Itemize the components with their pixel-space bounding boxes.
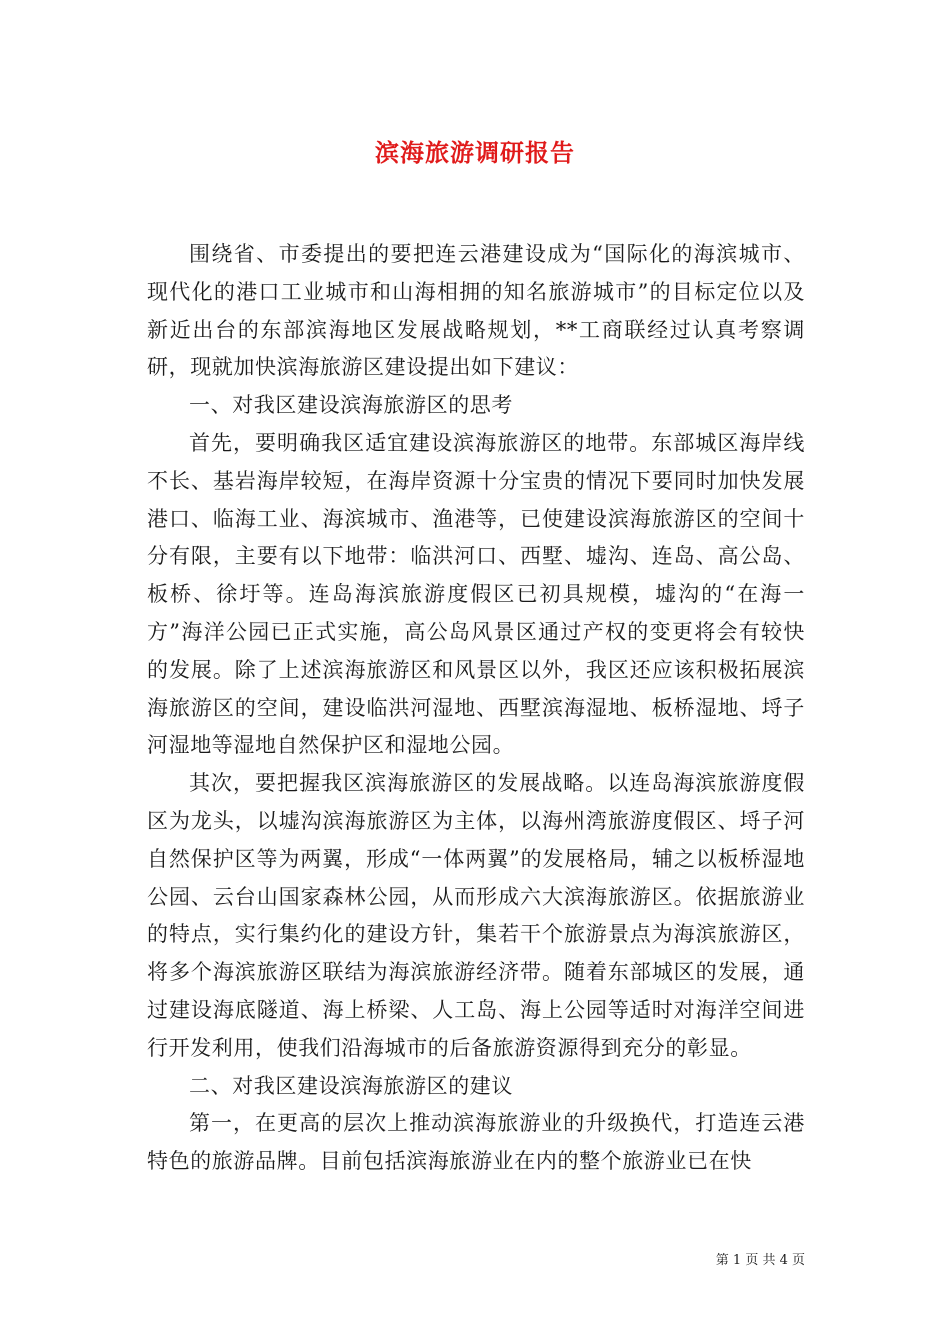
section-heading-1: 一、对我区建设滨海旅游区的思考 — [189, 393, 513, 418]
paragraph-suggestion-1: 第一，在更高的层次上推动滨海旅游业的升级换代，打造连云港特色的旅游品牌。目前包括滨海旅游业在内的整个旅游业已在快 — [147, 1111, 805, 1174]
paragraph-second-point: 其次，要把握我区滨海旅游区的发展战略。以连岛海滨旅游度假区为龙头，以墟沟滨海旅游区为主体，以海州湾旅游度假区、埒子河自然保护区等为两翼，形成“一体两翼”的发展格局，辅之以板桥湿地公园、云台山国家森林公园，从而形成六大滨海旅游区。依据旅游业的特点，实行集约化的建设方针，集若干个旅游景点为海滨旅游区，将多个海滨旅游区联结为海滨旅游经济带。随着东部城区的发展，通过建设海底隧道、海上桥梁、人工岛、海上公园等适时对海洋空间进行开发利用，使我们沿海城市的后备旅游资源得到充分的彰显。 — [147, 771, 805, 1060]
document-title: 滨海旅游调研报告 — [375, 138, 575, 167]
section-heading-2: 二、对我区建设滨海旅游区的建议 — [189, 1073, 513, 1098]
paragraph-intro: 围绕省、市委提出的要把连云港建设成为“国际化的海滨城市、现代化的港口工业城市和山海相拥的知名旅游城市”的目标定位以及新近出台的东部滨海地区发展战略规划，**工商联经过认真考察调研，现就加快滨海旅游区建设提出如下建议： — [147, 242, 805, 380]
document-body — [147, 236, 805, 1181]
page-number-footer: 第 1 页 共 4 页 — [715, 1253, 805, 1268]
paragraph-first-point: 首先，要明确我区适宜建设滨海旅游区的地带。东部城区海岸线不长、基岩海岸较短，在海岸资源十分宝贵的情况下要同时加快发展港口、临海工业、海滨城市、渔港等，已使建设滨海旅游区的空间十分有限，主要有以下地带：临洪河口、西墅、墟沟、连岛、高公岛、板桥、徐圩等。连岛海滨旅游度假区已初具规模，墟沟的“在海一方”海洋公园已正式实施，高公岛风景区通过产权的变更将会有较快的发展。除了上述滨海旅游区和风景区以外，我区还应该积极拓展滨海旅游区的空间，建设临洪河湿地、西墅滨海湿地、板桥湿地、埒子河湿地等湿地自然保护区和湿地公园。 — [147, 430, 805, 758]
